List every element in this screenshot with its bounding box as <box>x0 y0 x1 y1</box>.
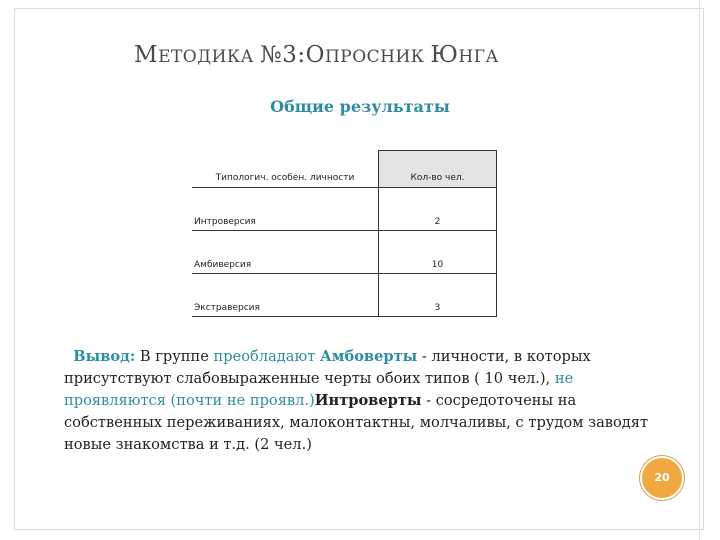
title-cap-1: М <box>134 42 159 68</box>
title-rest-1: ЕТОДИКА <box>158 47 254 67</box>
header-count: Кол-во чел. <box>379 151 497 188</box>
title-rest-4: НГА <box>458 47 499 67</box>
row-type: Интроверсия <box>192 188 379 231</box>
title-rest-3: ПРОСНИК <box>324 47 425 67</box>
conclusion-highlight-1: преобладают <box>213 348 316 365</box>
conclusion-highlight-2: не проявляются (почти не проявл.) <box>64 370 574 409</box>
conclusion-part-3: - сосредоточены на собственных переживаниях, малоконтактны, молчаливы, с трудом заводят новые знакомства и т.д. (2 чел.) <box>64 392 649 453</box>
table-row <box>192 231 497 274</box>
conclusion-text <box>64 346 654 456</box>
row-count: 10 <box>379 231 497 274</box>
table-row <box>192 274 497 317</box>
section-subtitle: Общие результаты <box>270 97 450 116</box>
title-number: №3: <box>259 42 306 68</box>
title-cap-4: Ю <box>430 42 459 68</box>
conclusion-ambiverts: Амбоверты <box>319 348 418 365</box>
row-count: 3 <box>379 274 497 317</box>
header-typology: Типологич. особен. личности <box>192 151 379 188</box>
table-header-row <box>192 151 497 188</box>
results-table <box>192 150 497 317</box>
row-count: 2 <box>379 188 497 231</box>
title-cap-3: О <box>305 42 325 68</box>
slide-title <box>134 42 499 68</box>
slide-edge-rule <box>699 0 700 540</box>
conclusion-introverts: Интроверты <box>314 392 422 409</box>
table-row <box>192 188 497 231</box>
page-number-badge: 20 <box>640 456 684 500</box>
row-type: Экстраверсия <box>192 274 379 317</box>
conclusion-part-1: В группе <box>135 348 214 365</box>
conclusion-part-2: - личности, в которых присутствуют слабовыраженные черты обоих типов ( 10 чел.), <box>64 348 591 387</box>
conclusion-label: Вывод: <box>73 348 136 365</box>
row-type: Амбиверсия <box>192 231 379 274</box>
